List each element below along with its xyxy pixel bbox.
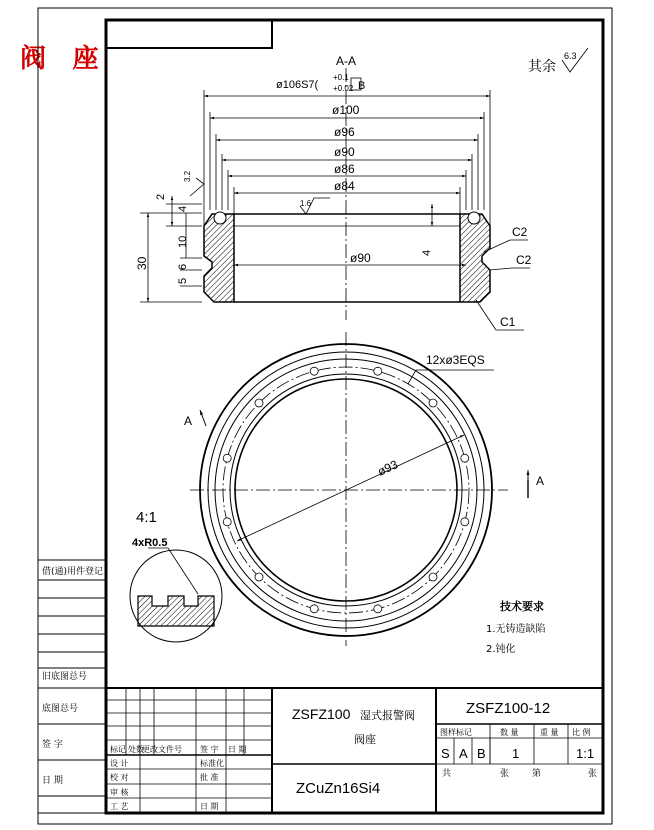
dim-d106: ø106S7( xyxy=(276,79,319,91)
role2-2: 日 期 xyxy=(200,802,219,811)
dim-h10: 10 xyxy=(177,235,189,248)
product-name: 湿式报警阀 xyxy=(360,709,415,722)
bolt-hole xyxy=(429,573,437,581)
role-3: 工 艺 xyxy=(110,802,129,811)
bolt-hole xyxy=(461,454,469,462)
mark-1: S xyxy=(441,746,450,761)
col-header-4: 日 期 xyxy=(228,745,247,754)
bolt-hole xyxy=(374,605,382,613)
side-label-base: 底图总号 xyxy=(42,704,79,714)
attr-header-3: 比 例 xyxy=(572,728,591,737)
bolt-hole xyxy=(223,518,231,526)
mark-3: B xyxy=(477,746,486,761)
col-header-1: 处数 xyxy=(128,745,144,754)
plan-view xyxy=(190,332,528,646)
sheet-total-label: 共 xyxy=(442,769,452,779)
chamfer-c2a: C2 xyxy=(512,225,528,239)
dim-d106-ref: B xyxy=(358,80,366,92)
roughness-16: 1.6 xyxy=(300,199,312,208)
material: ZCuZn16Si4 xyxy=(296,780,381,797)
dim-h5: 5 xyxy=(177,277,189,284)
side-label-borrow: 借(通)用件登记 xyxy=(42,567,104,577)
dim-h30: 30 xyxy=(135,256,149,270)
bolt-hole xyxy=(310,605,318,613)
mark-2: A xyxy=(459,746,468,761)
attr-header-1: 数 量 xyxy=(500,728,519,737)
dim-h4: 4 xyxy=(177,205,189,212)
side-label-sign: 签 字 xyxy=(42,740,63,750)
col-header-2: 更改文件号 xyxy=(142,745,182,754)
tech-req-item-1: 1.无铸造缺陷 xyxy=(486,624,546,635)
bolt-hole xyxy=(374,367,382,375)
roughness-rest-label: 其余 xyxy=(528,59,556,75)
role-1: 校 对 xyxy=(110,773,129,782)
dim-d90: ø90 xyxy=(334,145,355,159)
section-label: A-A xyxy=(336,54,357,68)
attr-header-2: 重 量 xyxy=(540,728,559,737)
dim-holes: 12xø3EQS xyxy=(426,353,485,367)
scale: 1:1 xyxy=(576,746,595,761)
dim-d84: ø84 xyxy=(334,179,355,193)
dim-d106-tol-lower: +0.02 xyxy=(333,84,354,93)
detail-scale: 4:1 xyxy=(136,509,157,526)
tech-req-title: 技术要求 xyxy=(500,600,544,613)
bolt-hole xyxy=(223,454,231,462)
drawing-number: ZSFZ100-12 xyxy=(466,700,551,717)
bolt-hole xyxy=(310,367,318,375)
role-0: 设 计 xyxy=(110,759,129,768)
detail-radius: 4xR0.5 xyxy=(132,537,168,549)
roughness-rest-value: 6.3 xyxy=(564,51,577,61)
roughness-32: 3.2 xyxy=(183,170,192,182)
dim-h6: 6 xyxy=(177,263,189,270)
role2-0: 标准化 xyxy=(200,759,224,768)
dim-h4-right: 4 xyxy=(421,249,433,256)
role-2: 审 核 xyxy=(110,788,129,797)
part-name: 阀座 xyxy=(354,733,376,746)
bolt-hole xyxy=(255,573,263,581)
view-arrow-a-right: A xyxy=(536,474,545,488)
role2-1: 批 准 xyxy=(200,773,219,782)
chamfer-c1: C1 xyxy=(500,315,516,329)
dim-d90-inner: ø90 xyxy=(350,251,371,265)
dim-d100: ø100 xyxy=(332,103,360,117)
col-header-3: 签 字 xyxy=(200,745,219,754)
detail-view xyxy=(130,548,222,642)
tech-req-item-2: 2.钝化 xyxy=(486,644,516,655)
dim-d106-tol-upper: +0.1 xyxy=(333,73,349,82)
product-code: ZSFZ100 xyxy=(292,706,351,722)
side-label-old-base: 旧底图总号 xyxy=(42,672,88,682)
section-right-profile xyxy=(460,214,490,302)
part-name-stamp: 阀 座 xyxy=(20,44,109,73)
chamfer-c2b: C2 xyxy=(516,253,532,267)
view-arrow-a-left: A xyxy=(184,414,193,428)
dim-d96: ø96 xyxy=(334,125,355,139)
bolt-hole xyxy=(429,399,437,407)
sheet-label: 张 xyxy=(500,769,510,779)
side-label-date: 日 期 xyxy=(42,776,63,786)
sheet-label-2: 张 xyxy=(588,769,598,779)
attr-header-0: 图样标记 xyxy=(440,728,472,737)
quantity: 1 xyxy=(512,746,520,761)
sheet-no-label: 第 xyxy=(532,769,542,779)
dim-d86: ø86 xyxy=(334,162,355,176)
bolt-hole xyxy=(461,518,469,526)
dim-h2: 2 xyxy=(155,193,167,200)
bolt-hole xyxy=(255,399,263,407)
dim-d93: ø93 xyxy=(375,457,401,479)
col-header-0: 标记 xyxy=(110,745,126,754)
corner-box xyxy=(106,20,272,48)
section-left-profile xyxy=(204,214,234,302)
